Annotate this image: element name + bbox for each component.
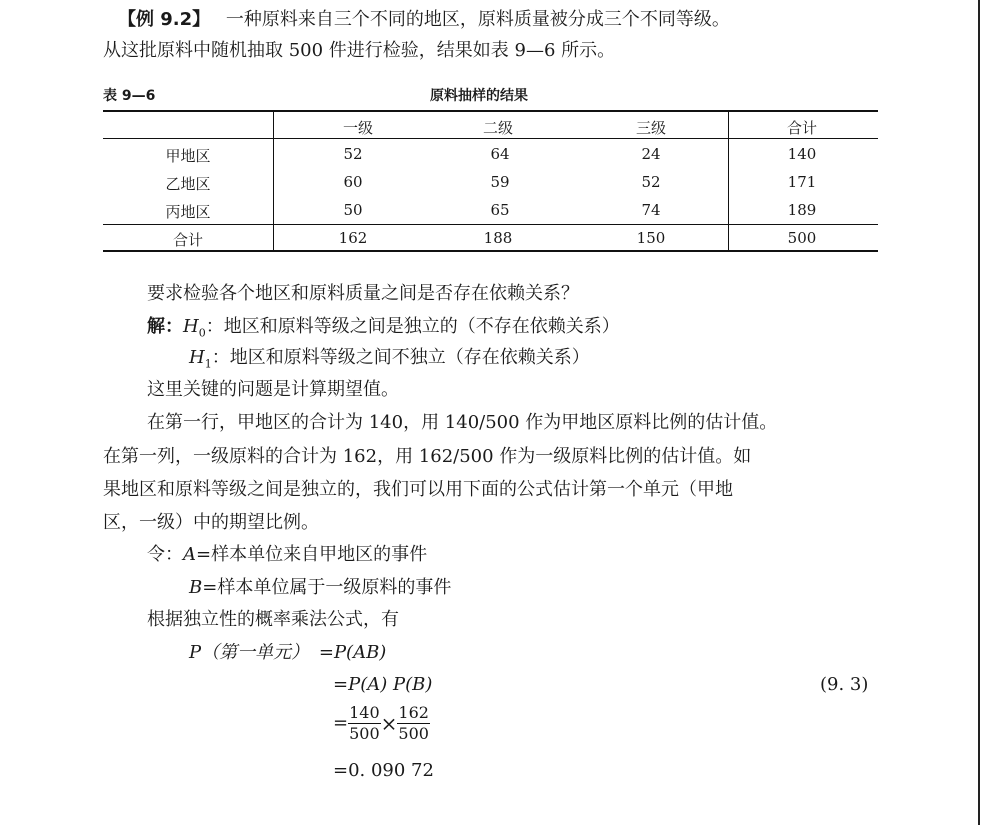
table-cell: 64	[490, 145, 510, 163]
table-total-cell: 188	[483, 229, 513, 247]
table-row-label: 丙地区	[165, 203, 211, 221]
formula-lhs: P（第一单元）	[189, 642, 310, 663]
key-problem-text: 这里关键的问题是计算期望值。	[147, 379, 399, 400]
let-b-text: =样本单位属于一级原料的事件	[202, 577, 452, 598]
table-cell: 59	[490, 173, 510, 191]
solution-label: 解：	[147, 316, 183, 337]
fraction-1-denominator: 500	[349, 724, 380, 743]
h0-subscript: 0	[198, 326, 206, 340]
table-total-rule	[103, 224, 878, 225]
table-bottom-rule	[103, 250, 878, 252]
let-prefix: 令：	[147, 544, 183, 565]
let-b-line	[189, 579, 451, 597]
formula-line-3	[333, 704, 430, 743]
table-divider-right	[728, 111, 729, 251]
table-total-cell: 500	[787, 229, 817, 247]
table-title: 原料抽样的结果	[430, 88, 528, 104]
rule-text: 根据独立性的概率乘法公式，有	[147, 609, 399, 630]
fraction-1-numerator: 140	[349, 703, 380, 722]
table-cell: 65	[490, 201, 510, 219]
table-divider-left	[273, 111, 274, 251]
table-cell: 52	[641, 173, 661, 191]
formula-line-2: =P(A) P(B)	[333, 674, 433, 695]
table-top-rule	[103, 110, 878, 112]
let-a-text: =样本单位来自甲地区的事件	[196, 544, 428, 565]
table-header-cell: 二级	[482, 119, 513, 137]
formula-line-1	[189, 644, 386, 662]
let-a-var: A	[183, 544, 196, 565]
table-row-label: 乙地区	[165, 175, 211, 193]
table-cell: 74	[641, 201, 661, 219]
formula-equals: =	[333, 712, 349, 734]
table-total-cell: 150	[636, 229, 666, 247]
h1-text: ：地区和原料等级之间不独立（存在依赖关系）	[211, 347, 590, 368]
table-cell: 50	[343, 201, 363, 219]
table-number: 表 9—6	[103, 88, 156, 104]
fraction-2-denominator: 500	[398, 724, 429, 743]
table-header-cell: 一级	[342, 119, 373, 137]
fraction-2-numerator: 162	[398, 703, 429, 722]
paragraph-line-3: 果地区和原料等级之间是独立的，我们可以用下面的公式估计第一个单元（甲地	[103, 479, 733, 500]
h1-subscript: 1	[204, 357, 212, 371]
table-header-cell: 合计	[786, 119, 817, 137]
hypothesis-h1	[189, 349, 590, 370]
paragraph-line-1: 在第一行，甲地区的合计为 140，用 140/500 作为甲地区原料比例的估计值。	[147, 412, 778, 433]
table-cell: 52	[343, 145, 363, 163]
fraction-2	[397, 704, 430, 743]
table-header-cell: 三级	[635, 119, 666, 137]
table-cell: 60	[343, 173, 363, 191]
h0-text: ：地区和原料等级之间是独立的（不存在依赖关系）	[205, 316, 620, 337]
example-line-1	[118, 11, 730, 29]
let-b-var: B	[189, 577, 203, 598]
table-row-label: 甲地区	[165, 147, 211, 165]
times-sign: ×	[380, 711, 398, 736]
paragraph-line-4: 区，一级）中的期望比例。	[103, 512, 319, 533]
table-cell: 24	[641, 145, 661, 163]
question-text: 要求检验各个地区和原料质量之间是否存在依赖关系？	[147, 283, 579, 304]
equation-number: (9. 3)	[820, 674, 869, 695]
paragraph-line-2: 在第一列，一级原料的合计为 162，用 162/500 作为一级原料比例的估计值。如	[103, 446, 752, 467]
example-label: 【例 9.2】	[118, 9, 211, 30]
h1-symbol: H	[189, 347, 205, 368]
let-a-line	[147, 546, 427, 564]
h0-symbol: H	[183, 316, 199, 337]
table-total-label: 合计	[172, 231, 203, 249]
hypothesis-h0	[147, 318, 620, 339]
table-total-cell: 162	[338, 229, 368, 247]
table-header-rule	[103, 138, 878, 139]
table-cell: 189	[787, 201, 817, 219]
example-line-2: 从这批原料中随机抽取 500 件进行检验，结果如表 9—6 所示。	[103, 40, 616, 61]
formula-rhs-1: =P(AB)	[318, 642, 387, 663]
fraction-1	[348, 704, 381, 743]
formula-line-4: =0. 090 72	[333, 760, 434, 781]
scan-edge-right	[978, 0, 980, 825]
example-text-1: 一种原料来自三个不同的地区，原料质量被分成三个不同等级。	[225, 9, 730, 30]
table-cell: 171	[787, 173, 817, 191]
table-cell: 140	[787, 145, 817, 163]
